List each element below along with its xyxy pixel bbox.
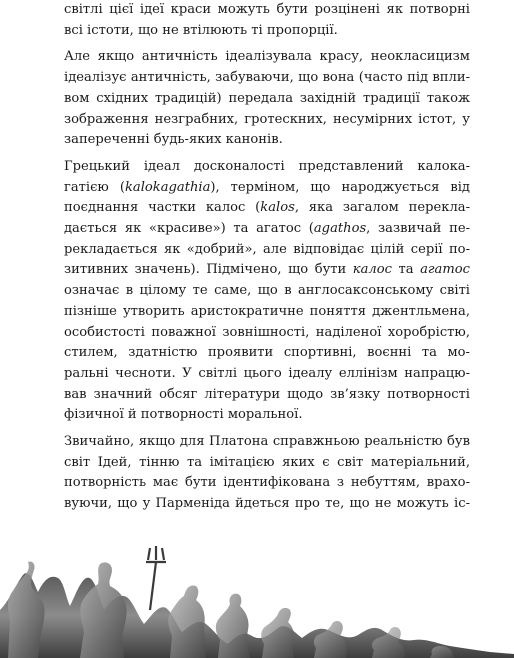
sculpture-frieze-image xyxy=(0,540,514,658)
text-line xyxy=(64,364,470,385)
text-line xyxy=(64,157,470,178)
text-fragment: стилем, здатністю проявити спортивні, воєнні та мо- xyxy=(64,345,470,361)
italic-term: kalokagathia xyxy=(124,179,211,195)
text-fragment: , зазвичай пе- xyxy=(366,221,471,237)
italic-term: агатос xyxy=(420,262,470,278)
text-line: запереченні будь-яких канонів. xyxy=(64,132,283,148)
italic-term: agathos xyxy=(313,221,367,237)
text-column xyxy=(64,0,470,515)
text-fragment: дається як «красиве») та агатос ( xyxy=(64,221,314,237)
paragraph-1 xyxy=(64,0,470,41)
text-line: Звичайно, якщо для Платона справжньою реальністю був xyxy=(64,434,470,450)
text-fragment: особистості поважної зовнішності, наділеної хоробрістю, xyxy=(64,324,470,340)
text-line xyxy=(64,323,470,344)
text-line: вуючи, що у Парменіда йдеться про те, що не можуть іс- xyxy=(64,496,470,512)
text-fragment: гатією ( xyxy=(64,179,125,195)
text-line xyxy=(64,198,470,219)
text-line: світлі цієї ідеї краси можуть бути розцінені як потворні xyxy=(64,2,470,17)
text-line: вом східних традицій) передала західній традиції також xyxy=(64,90,470,106)
text-fragment: та xyxy=(391,262,421,278)
text-fragment: рекладається як «добрий», але відповідає цілій серії по- xyxy=(64,241,470,257)
text-line xyxy=(64,302,470,323)
text-fragment: поєднання частки калос ( xyxy=(64,200,261,216)
text-fragment: ральні чесноти. У світлі цього ідеалу еллінізм напрацю- xyxy=(64,365,470,381)
text-fragment: , яка загалом перекла- xyxy=(294,200,470,216)
text-line xyxy=(64,260,470,281)
text-line: потворність має бути ідентифікована з небуттям, врахо- xyxy=(64,475,470,491)
text-fragment: вав значний обсяг літератури щодо зв’язку потворності xyxy=(64,386,470,402)
italic-term: kalos xyxy=(260,200,295,216)
text-line xyxy=(64,405,470,426)
paragraph-3 xyxy=(64,157,470,426)
text-line xyxy=(64,281,470,302)
text-fragment: означає в цілому те саме, що в англосаксонському світі xyxy=(64,283,470,299)
text-line: ідеалізує античність, забуваючи, що вона (часто під впли- xyxy=(64,70,470,86)
text-fragment: Грецький ідеал досконалості представлений калока- xyxy=(64,158,470,174)
text-line: всі істоти, що не втілюють ті пропорції. xyxy=(64,22,338,38)
text-line: світ Ідей, тінню та імітацією яких є світ матеріальний, xyxy=(64,454,470,470)
italic-term: калос xyxy=(352,262,392,278)
text-fragment: зитивних значень). Підмічено, що бути xyxy=(64,262,353,278)
text-line: зображення незграбних, гротескних, несумірних істот, у xyxy=(64,111,470,127)
text-line xyxy=(64,343,470,364)
paragraph-4 xyxy=(64,432,470,515)
text-line xyxy=(64,219,470,240)
sculpture-frieze-illustration xyxy=(0,540,514,658)
text-line xyxy=(64,385,470,406)
text-fragment: ), терміном, що народжується від xyxy=(210,179,470,195)
text-line: Але якщо античність ідеалізувала красу, неокласицизм xyxy=(64,49,470,65)
text-line xyxy=(64,178,470,199)
paragraph-2 xyxy=(64,47,470,151)
text-fragment: фізичної й потворності моральної. xyxy=(64,407,303,423)
text-fragment: пізніше утворить аристократичне поняття джентльмена, xyxy=(64,303,470,319)
text-line xyxy=(64,240,470,261)
